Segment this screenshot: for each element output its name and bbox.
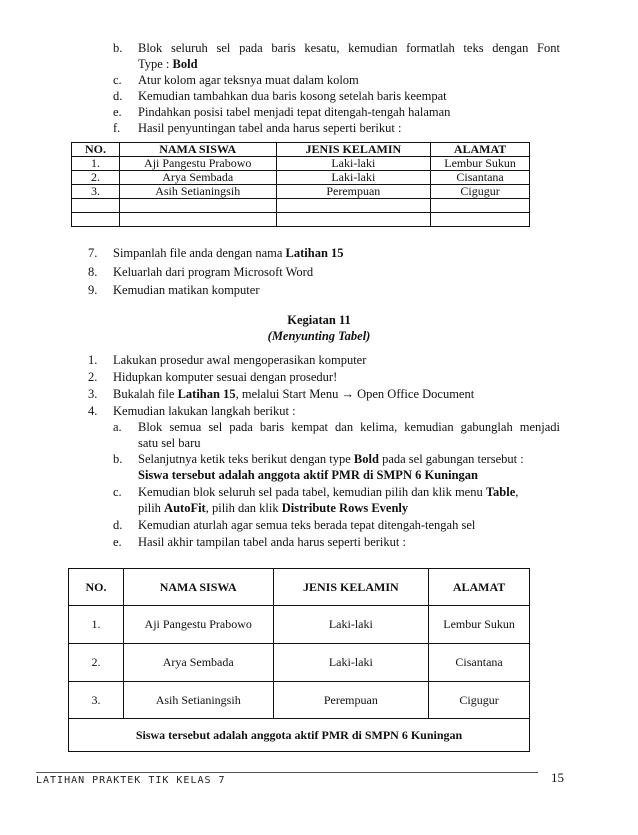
cell: 2. xyxy=(72,171,120,185)
list-text-plain: pada sel gabungan tersebut : xyxy=(378,452,524,466)
step-text: Kemudian matikan komputer xyxy=(113,283,260,297)
cell: Aji Pangestu Prabowo xyxy=(119,157,276,171)
step-text xyxy=(113,245,344,261)
step-number: 2. xyxy=(88,370,98,384)
step-text: Kemudian lakukan langkah berikut : xyxy=(113,404,296,418)
comma: , xyxy=(515,485,519,499)
step-text-bold: Latihan 15 xyxy=(285,246,344,260)
cell: Laki-laki xyxy=(276,157,431,171)
step-text-plain: Simpanlah file anda dengan nama xyxy=(113,246,286,260)
list-text-cont: Siswa tersebut adalah anggota aktif PMR di SMPN 6 Kuningan xyxy=(138,468,478,482)
table-header-row xyxy=(72,143,530,157)
list-marker: d. xyxy=(113,89,123,103)
table-row-empty xyxy=(72,199,530,213)
list-text-bold: Bold xyxy=(353,452,379,466)
table-row xyxy=(69,606,530,644)
cell xyxy=(119,213,276,227)
step-text xyxy=(113,386,474,402)
cell: Cisantana xyxy=(431,171,530,185)
table-row xyxy=(72,171,530,185)
step-text: Hidupkan komputer sesuai dengan prosedur! xyxy=(113,370,338,384)
step-number: 8. xyxy=(88,265,98,279)
cell: Arya Sembada xyxy=(123,644,273,682)
header-gender: JENIS KELAMIN xyxy=(273,569,429,606)
cell: Asih Setianingsih xyxy=(119,185,276,199)
list-text-bold: Bold xyxy=(172,57,198,71)
cell: Lembur Sukun xyxy=(431,157,530,171)
cell: Laki-laki xyxy=(273,606,429,644)
student-table-2 xyxy=(68,568,530,752)
footer-rule xyxy=(36,772,538,773)
cell: Lembur Sukun xyxy=(429,606,530,644)
student-table-1 xyxy=(71,142,530,227)
table-row-merged xyxy=(69,719,530,752)
cell: 1. xyxy=(69,606,124,644)
list-text: Blok semua sel pada baris kempat dan kelima, kemudian gabunglah menjadi xyxy=(138,420,560,434)
list-text-plain: , pilih dan klik xyxy=(205,501,282,515)
merged-cell: Siswa tersebut adalah anggota aktif PMR di SMPN 6 Kuningan xyxy=(69,719,530,752)
table-row-empty xyxy=(72,213,530,227)
cell: Asih Setianingsih xyxy=(123,682,273,719)
cell: 1. xyxy=(72,157,120,171)
list-marker: a. xyxy=(113,420,122,434)
step-number: 7. xyxy=(88,246,98,260)
footer-title: LATIHAN PRAKTEK TIK KELAS 7 xyxy=(36,775,226,786)
list-text: Pindahkan posisi tabel menjadi tepat ditengah-tengah halaman xyxy=(138,105,451,119)
table-row xyxy=(72,157,530,171)
list-text-plain: pilih xyxy=(138,501,165,515)
cell: Perempuan xyxy=(276,185,431,199)
table-row xyxy=(72,185,530,199)
cell: 3. xyxy=(69,682,124,719)
step-text: Lakukan prosedur awal mengoperasikan komputer xyxy=(113,353,367,367)
header-gender: JENIS KELAMIN xyxy=(276,143,431,157)
cell xyxy=(119,199,276,213)
step-number: 4. xyxy=(88,404,98,418)
cell xyxy=(431,199,530,213)
list-marker: c. xyxy=(113,485,122,499)
cell: Laki-laki xyxy=(273,644,429,682)
list-text-plain: Selanjutnya ketik teks berikut dengan type xyxy=(138,452,354,466)
distribute-rows-label: Distribute Rows Evenly xyxy=(281,501,409,515)
list-text xyxy=(138,451,524,467)
header-name: NAMA SISWA xyxy=(119,143,276,157)
list-text: Hasil penyuntingan tabel anda harus seperti berikut : xyxy=(138,121,402,135)
list-marker: d. xyxy=(113,518,123,532)
header-no: NO. xyxy=(72,143,120,157)
activity-subtitle: (Menyunting Tabel) xyxy=(267,329,371,343)
activity-title: Kegiatan 11 xyxy=(287,313,351,327)
list-text-cont xyxy=(138,500,408,516)
header-address: ALAMAT xyxy=(431,143,530,157)
page-number: 15 xyxy=(551,770,564,785)
cell xyxy=(276,199,431,213)
header-name: NAMA SISWA xyxy=(123,569,273,606)
step-text-plain: Bukalah file xyxy=(113,387,178,401)
cell: Cigugur xyxy=(431,185,530,199)
cell: Aji Pangestu Prabowo xyxy=(123,606,273,644)
table-header-row xyxy=(69,569,530,606)
list-marker: b. xyxy=(113,452,123,466)
list-text-prefix: Type : xyxy=(138,57,173,71)
list-marker: f. xyxy=(113,121,121,135)
autofit-label: AutoFit xyxy=(164,501,206,515)
table-row xyxy=(69,644,530,682)
list-text: Blok seluruh sel pada baris kesatu, kemudian formatlah teks dengan Font xyxy=(138,41,560,55)
header-no: NO. xyxy=(69,569,124,606)
cell: Cigugur xyxy=(429,682,530,719)
cell: Laki-laki xyxy=(276,171,431,185)
list-text: Kemudian tambahkan dua baris kosong setelah baris keempat xyxy=(138,89,447,103)
list-text: Kemudian aturlah agar semua teks berada tepat ditengah-tengah sel xyxy=(138,518,476,532)
cell xyxy=(431,213,530,227)
step-text-bold: Latihan 15 xyxy=(177,387,236,401)
cell xyxy=(276,213,431,227)
cell: 3. xyxy=(72,185,120,199)
step-text: Keluarlah dari program Microsoft Word xyxy=(113,265,314,279)
header-address: ALAMAT xyxy=(429,569,530,606)
list-marker: e. xyxy=(113,105,122,119)
cell: 2. xyxy=(69,644,124,682)
step-text-plain: , melalui Start Menu → Open Office Document xyxy=(235,387,475,401)
list-text: Hasil akhir tampilan tabel anda harus seperti berikut : xyxy=(138,535,406,549)
cell xyxy=(72,199,120,213)
list-marker: c. xyxy=(113,73,122,87)
list-text xyxy=(138,484,518,500)
list-text-plain: Kemudian blok seluruh sel pada tabel, kemudian pilih dan klik menu xyxy=(138,485,486,499)
menu-name-table: Table xyxy=(485,485,516,499)
step-number: 9. xyxy=(88,283,98,297)
table-row xyxy=(69,682,530,719)
list-marker: e. xyxy=(113,535,122,549)
list-text-cont: satu sel baru xyxy=(138,436,201,450)
list-marker: b. xyxy=(113,41,123,55)
cell: Perempuan xyxy=(273,682,429,719)
cell: Arya Sembada xyxy=(119,171,276,185)
list-text: Atur kolom agar teksnya muat dalam kolom xyxy=(138,73,359,87)
cell: Cisantana xyxy=(429,644,530,682)
step-number: 1. xyxy=(88,353,98,367)
list-text-cont xyxy=(138,56,198,72)
cell xyxy=(72,213,120,227)
step-number: 3. xyxy=(88,387,98,401)
